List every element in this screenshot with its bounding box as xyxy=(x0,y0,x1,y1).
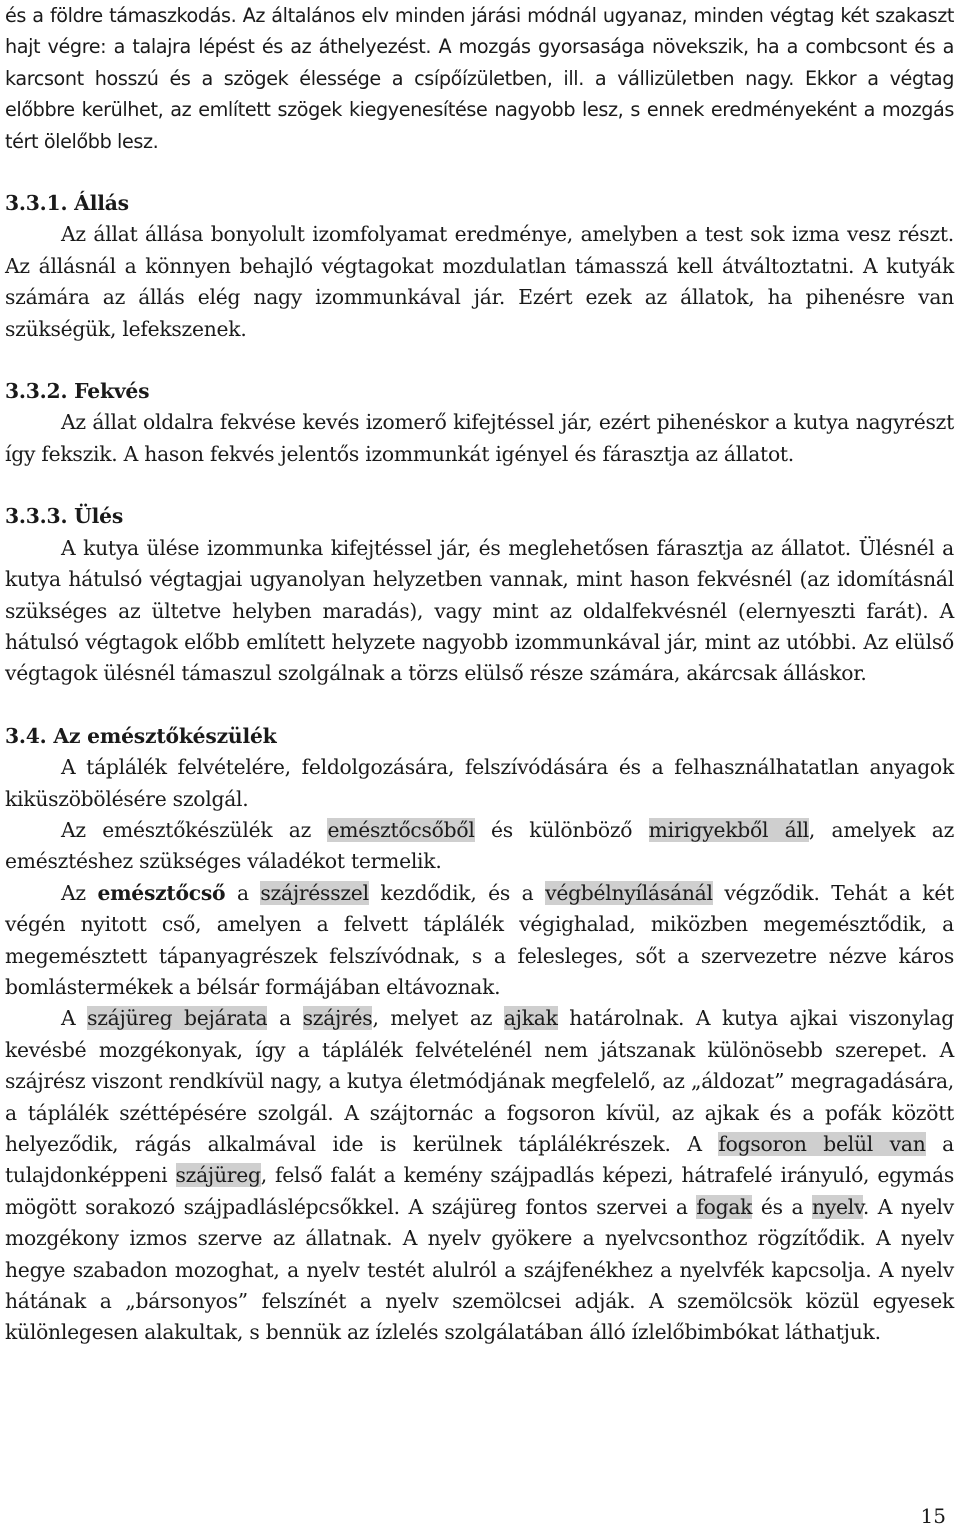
highlight-vegbelnyilasanal: végbélnyílásánál xyxy=(545,880,713,905)
heading-fekves: 3.3.2. Fekvés xyxy=(5,379,150,404)
bold-emesztocso: emésztőcső xyxy=(97,880,226,905)
highlight-fogak: fogak xyxy=(696,1194,753,1219)
paragraph-emeszto-1: A táplálék felvételére, feldolgozására, felszívódására és a felhasználhatatlan anyagok kiküszöbölésére szolgál. xyxy=(5,755,954,811)
paragraph-ules: A kutya ülése izommunka kifejtéssel jár, és meglehetősen fárasztja az állatot. Ülésnél a kutya hátulsó végtagjai ugyanolyan helyzetben vannak, mint hason fekvésnél (az idomításnál szükséges az ültetve helyben maradás), vagy mint az oldalfekvésnél (elernyeszti farát). A hátulsó végtagok előbb említett helyzete nagyobb izommunkával jár, mint az utóbbi. Az elülső végtagok ülésnél támaszul szolgálnak a törzs elülső része számára, akárcsak álláskor. xyxy=(5,535,954,686)
highlight-szajureg-bejarata: szájüreg bejárata xyxy=(87,1006,268,1031)
intro-block xyxy=(5,0,954,157)
highlight-mirigyekbol-all: mirigyekből áll xyxy=(648,817,809,842)
highlight-szajres: szájrés xyxy=(302,1006,373,1031)
heading-emesztokeszulek: 3.4. Az emésztőkészülék xyxy=(5,723,277,748)
highlight-szajresszel: szájrésszel xyxy=(260,880,369,905)
paragraph-emeszto-4: A szájüreg bejárata a szájrés, melyet az ajkak határolnak. A kutya ajkai viszonylag kevésbé mozgékonyak, így a táplálék felvételénél nem játszanak különösebb szerepet. A szájrész viszont rendkívül nagy, a kutya életmódjának megfelelő, az „áldozat” megragadására, a táplálék széttépésére szolgál. A szájtornác a fogsoron kívül, az ajkak és a pofák között helyeződik, rágás alkalmával ide is kerülnek táplálékrészek. A fogsoron belül van a tulajdonképpeni szájüreg, felső falát a kemény szájpadlás képezi, hátrafelé irányuló, egymás mögött sorakozó szájpadláslépcsőkkel. A szájüreg fontos szervei a fogak és a nyelv. A nyelv mozgékony izmos szerve az állatnak. A nyelv gyökere a nyelvcsonthoz rögzítődik. A nyelv hegye szabadon mozoghat, a nyelv testét alulról a szájfenékhez a nyelvfék kapcsolja. A nyelv hátának a „bársonyos” felszínét a nyelv szemölcsei adják. A szemölcsök közül egyesek különlegesen alakultak, s bennük az ízlelés szolgálatában álló ízlelőbimbókat láthatjuk. xyxy=(5,1006,955,1345)
highlight-emesztocsobol: emésztőcsőből xyxy=(327,817,475,842)
section-fekves xyxy=(5,376,954,470)
section-allas xyxy=(5,188,954,345)
highlight-fogsoron-belul-van: fogsoron belül van xyxy=(718,1132,926,1156)
highlight-ajkak: ajkak xyxy=(503,1006,558,1031)
heading-allas: 3.3.1. Állás xyxy=(5,191,129,216)
page-number: 15 xyxy=(920,1504,946,1528)
highlight-nyelv: nyelv xyxy=(812,1194,863,1219)
heading-ules: 3.3.3. Ülés xyxy=(5,504,124,529)
highlight-szajureg: szájüreg xyxy=(175,1163,261,1188)
paragraph-emeszto-3: Az emésztőcső a szájrésszel kezdődik, és a végbélnyílásánál végződik. Tehát a két végén nyitott cső, amelyen a felvett táplálék végighalad, miközben megemésztődik, a megemésztett tápanyagrészek felszívódnak, s a felesleges, sőt a szervezetre nézve káros bomlástermékek a bélsár formájában eltávoznak. xyxy=(5,880,954,999)
section-emesztokeszulek xyxy=(5,721,954,1349)
section-ules xyxy=(5,501,954,689)
intro-paragraph: és a földre támaszkodás. Az általános elv minden járási módnál ugyanaz, minden végtag két szakaszt hajt végre: a talajra lépést és az áthelyezést. A mozgás gyorsasága növekszik, ha a combcsont és a karcsont hosszú és a szögek élessége a csípőízületben, ill. a vállizületben nagy. Ekkor a végtag előbbre kerülhet, az említett szögek kiegyenesítése nagyobb lesz, s ennek eredményeként a mozgás tért ölelőbb lesz. xyxy=(5,4,954,153)
paragraph-allas: Az állat állása bonyolult izomfolyamat eredménye, amelyben a test sok izma vesz részt. Az állásnál a könnyen behajló végtagokat mozdulatlan támasszá kell átváltoztatni. A kutyák számára az állás elég nagy izommunkával jár. Ezért ezek az állatok, ha pihenésre van szükségük, lefekszenek. xyxy=(5,222,954,341)
paragraph-emeszto-2: Az emésztőkészülék az emésztőcsőből és különböző mirigyekből áll, amelyek az emésztéshez szükséges váladékot termelik. xyxy=(5,817,955,874)
paragraph-fekves: Az állat oldalra fekvése kevés izomerő kifejtéssel jár, ezért pihenéskor a kutya nagyrészt így fekszik. A hason fekvés jelentős izommunkát igényel és fárasztja az állatot. xyxy=(5,410,954,466)
